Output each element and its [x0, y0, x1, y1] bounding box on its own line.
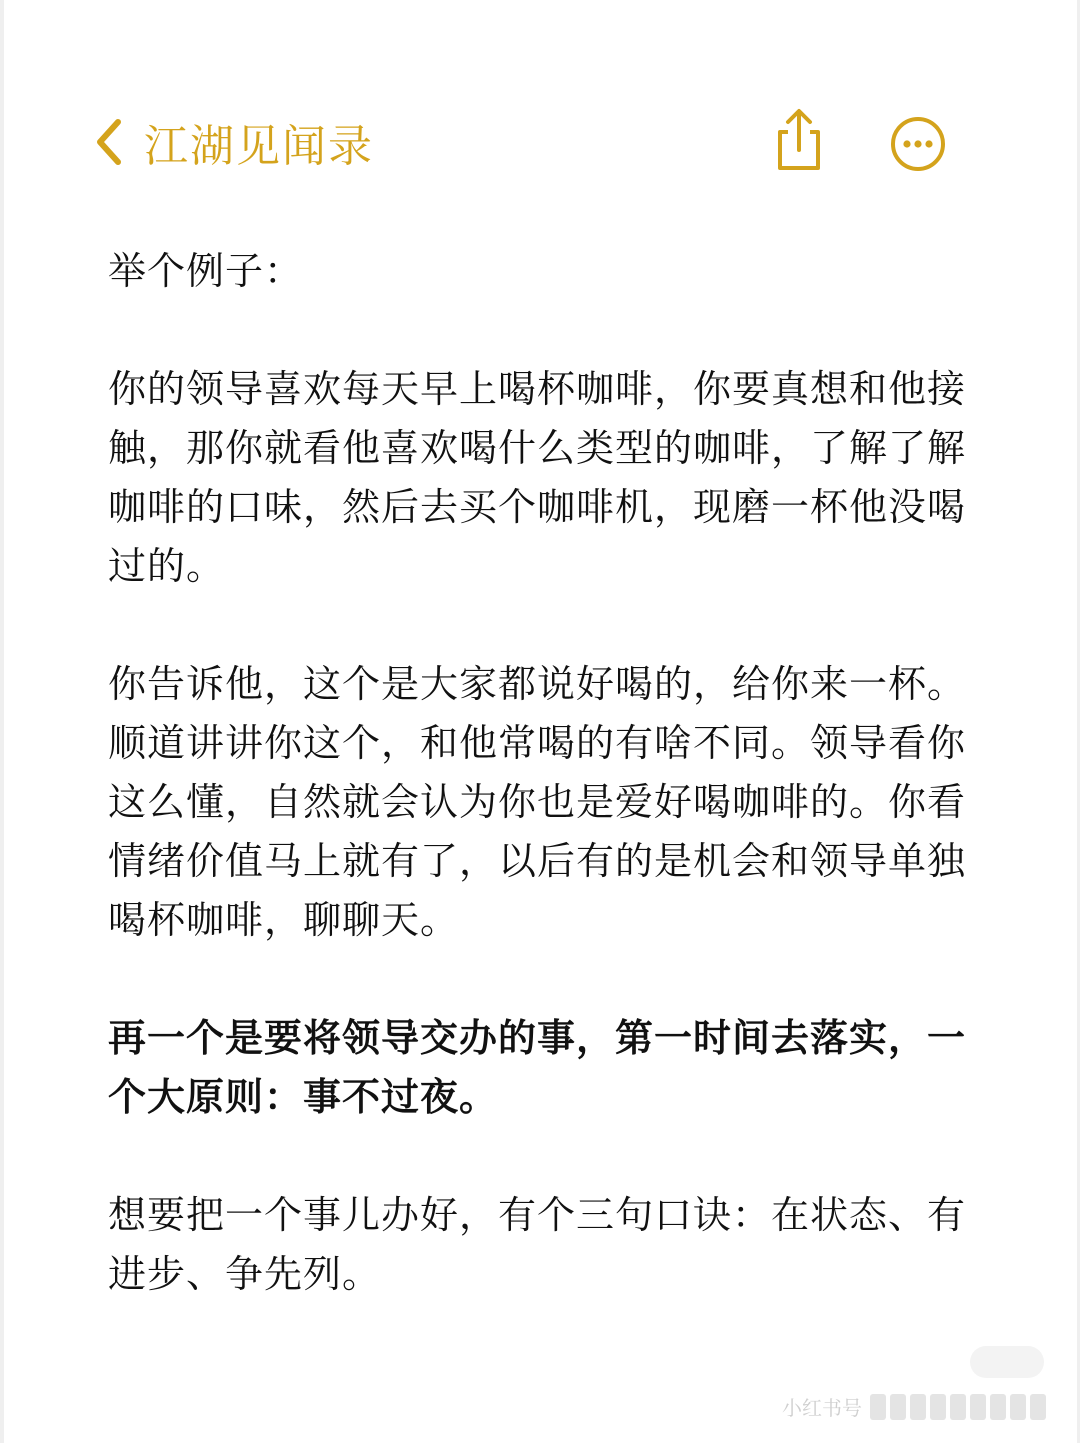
- paragraph-coffee-example: 你的领导喜欢每天早上喝杯咖啡，你要真想和他接触，那你就看他喜欢喝什么类型的咖啡，了解了解咖啡的口味，然后去买个咖啡机，现磨一杯他没喝过的。: [108, 367, 967, 588]
- paragraph-spacer: [108, 950, 988, 1009]
- watermark-id-blocks: [870, 1394, 1046, 1420]
- ellipsis-circle-icon: [890, 116, 946, 172]
- paragraph-intro: 举个例子：: [108, 249, 304, 293]
- paragraph-spacer: [108, 596, 988, 655]
- paragraph-spacer: [108, 1127, 988, 1186]
- paragraph-spacer: [108, 301, 988, 360]
- watermark-pill: [970, 1346, 1044, 1378]
- top-navigation-bar: [0, 100, 1080, 184]
- share-button[interactable]: [770, 106, 828, 174]
- watermark: [782, 1392, 1046, 1421]
- paragraph-formula: 想要把一个事儿办好，有个三句口诀：在状态、有进步、争先列。: [108, 1193, 967, 1296]
- chevron-left-icon: [92, 114, 126, 170]
- left-frame-border: [0, 0, 4, 1443]
- more-options-button[interactable]: [890, 116, 946, 172]
- paragraph-principle: 再一个是要将领导交办的事，第一时间去落实，一个大原则：事不过夜。: [108, 1016, 967, 1119]
- back-button-label: 江湖见闻录: [144, 121, 374, 172]
- watermark-text: 小红书号: [782, 1396, 862, 1420]
- paragraph-tell-leader: 你告诉他，这个是大家都说好喝的，给你来一杯。顺道讲讲你这个，和他常喝的有啥不同。领导看你这么懂，自然就会认为你也是爱好喝咖啡的。你看情绪价值马上就有了，以后有的是机会和领导单独喝杯咖啡，聊聊天。: [108, 662, 967, 942]
- back-button[interactable]: [92, 106, 374, 178]
- share-icon: [770, 106, 828, 174]
- note-body: [108, 242, 988, 1304]
